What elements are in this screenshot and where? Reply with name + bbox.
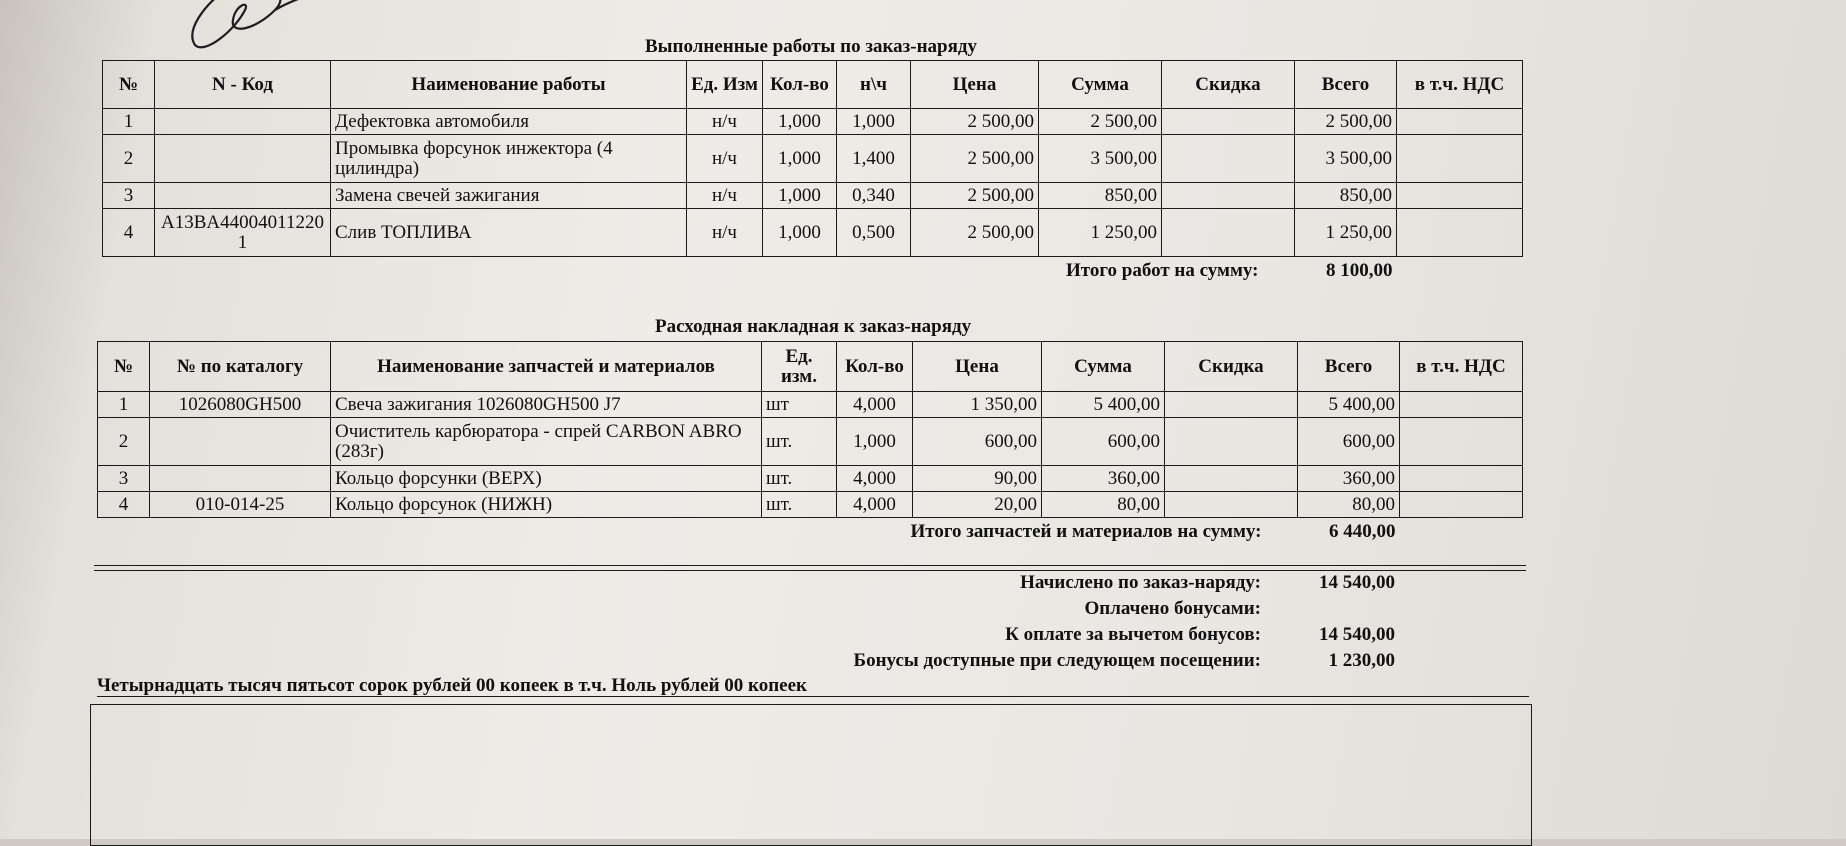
quantity: 4,000 [837, 392, 913, 418]
parts-title: Расходная накладная к заказ-наряду [655, 316, 972, 337]
underline [97, 696, 1529, 697]
unit: шт. [762, 492, 837, 518]
part-name: Очиститель карбюратора - спрей CARBON ABRO (283г) [331, 418, 762, 466]
row-number: 1 [103, 109, 155, 135]
quantity: 1,000 [763, 183, 837, 209]
price: 90,00 [913, 466, 1042, 492]
table-row [98, 492, 1523, 518]
row-number: 4 [103, 209, 155, 257]
row-number: 1 [98, 392, 150, 418]
work-code [155, 183, 331, 209]
vat [1400, 418, 1523, 466]
summary-label: Оплачено бонусами: [1084, 598, 1261, 619]
work-code [155, 109, 331, 135]
header-cell: Кол-во [837, 342, 913, 392]
discount [1162, 209, 1295, 257]
header-cell: Цена [913, 342, 1042, 392]
discount [1165, 392, 1298, 418]
summary-label: Бонусы доступные при следующем посещении: [853, 650, 1261, 671]
vat [1400, 466, 1523, 492]
work-code: A13BA440040112201 [155, 209, 331, 257]
works-table [102, 60, 1523, 285]
header-cell: Наименование запчастей и материалов [331, 342, 762, 392]
works-total-label: Итого работ на сумму: [1065, 259, 1259, 281]
unit: н/ч [687, 183, 763, 209]
separator-line [94, 565, 1526, 566]
norm-hours: 0,340 [837, 183, 911, 209]
header-cell: в т.ч. НДС [1397, 61, 1523, 109]
total: 600,00 [1298, 418, 1400, 466]
header-cell: Ед. изм. [762, 342, 837, 392]
header-cell: Кол-во [763, 61, 837, 109]
parts-total-label: Итого запчастей и материалов на сумму: [910, 520, 1262, 542]
row-number: 3 [98, 466, 150, 492]
discount [1162, 183, 1295, 209]
header-cell: № по каталогу [150, 342, 331, 392]
row-number: 4 [98, 492, 150, 518]
quantity: 1,000 [837, 418, 913, 466]
total: 80,00 [1298, 492, 1400, 518]
header-cell: в т.ч. НДС [1400, 342, 1523, 392]
total: 850,00 [1295, 183, 1397, 209]
table-row [98, 418, 1523, 466]
header-cell: № [103, 61, 155, 109]
vat [1397, 109, 1523, 135]
works-total-value: 8 100,00 [1326, 259, 1393, 281]
table-row [103, 183, 1523, 209]
norm-hours: 1,400 [837, 135, 911, 183]
signature-scribble [175, 0, 345, 65]
works-total-row [103, 257, 1523, 285]
vat [1397, 183, 1523, 209]
work-name: Слив ТОПЛИВА [331, 209, 687, 257]
catalog-number [150, 418, 331, 466]
vat [1397, 135, 1523, 183]
works-header-row [103, 61, 1523, 109]
header-cell: Сумма [1042, 342, 1165, 392]
catalog-number: 010-014-25 [150, 492, 331, 518]
total: 2 500,00 [1295, 109, 1397, 135]
total: 3 500,00 [1295, 135, 1397, 183]
unit: н/ч [687, 209, 763, 257]
summary-label: Начислено по заказ-наряду: [1020, 572, 1261, 593]
header-cell: N - Код [155, 61, 331, 109]
discount [1165, 466, 1298, 492]
summary-value: 14 540,00 [1319, 572, 1395, 593]
row-number: 2 [103, 135, 155, 183]
price: 2 500,00 [911, 135, 1039, 183]
parts-table [97, 341, 1523, 546]
header-cell: Цена [911, 61, 1039, 109]
parts-total-vat [1400, 518, 1523, 546]
norm-hours: 0,500 [837, 209, 911, 257]
header-cell: Скидка [1162, 61, 1295, 109]
work-code [155, 135, 331, 183]
catalog-number: 1026080GH500 [150, 392, 331, 418]
work-name: Замена свечей зажигания [331, 183, 687, 209]
sum: 360,00 [1042, 466, 1165, 492]
quantity: 4,000 [837, 492, 913, 518]
unit: шт. [762, 418, 837, 466]
header-cell: Всего [1298, 342, 1400, 392]
footer-box [90, 704, 1532, 846]
price: 600,00 [913, 418, 1042, 466]
part-name: Кольцо форсунки (ВЕРХ) [331, 466, 762, 492]
parts-total-value: 6 440,00 [1329, 520, 1396, 542]
table-row [98, 392, 1523, 418]
table-row [103, 209, 1523, 257]
row-number: 3 [103, 183, 155, 209]
works-total-vat [1397, 257, 1523, 285]
vat [1400, 392, 1523, 418]
quantity: 1,000 [763, 209, 837, 257]
row-number: 2 [98, 418, 150, 466]
total: 5 400,00 [1298, 392, 1400, 418]
header-cell: Ед. Изм [687, 61, 763, 109]
discount [1162, 135, 1295, 183]
quantity: 1,000 [763, 135, 837, 183]
parts-header-row [98, 342, 1523, 392]
parts-total-row [98, 518, 1523, 546]
catalog-number [150, 466, 331, 492]
discount [1165, 492, 1298, 518]
separator-line [94, 570, 1526, 571]
summary-value: 1 230,00 [1328, 650, 1395, 671]
table-row [98, 466, 1523, 492]
sum: 2 500,00 [1039, 109, 1162, 135]
discount [1162, 109, 1295, 135]
sum: 3 500,00 [1039, 135, 1162, 183]
price: 2 500,00 [911, 209, 1039, 257]
price: 1 350,00 [913, 392, 1042, 418]
table-row [103, 109, 1523, 135]
header-cell: Скидка [1165, 342, 1298, 392]
unit: шт [762, 392, 837, 418]
total: 360,00 [1298, 466, 1400, 492]
sum: 5 400,00 [1042, 392, 1165, 418]
quantity: 1,000 [763, 109, 837, 135]
work-name: Промывка форсунок инжектора (4 цилиндра) [331, 135, 687, 183]
sum: 850,00 [1039, 183, 1162, 209]
vat [1400, 492, 1523, 518]
price: 20,00 [913, 492, 1042, 518]
header-cell: Наименование работы [331, 61, 687, 109]
price: 2 500,00 [911, 183, 1039, 209]
vat [1397, 209, 1523, 257]
sum: 600,00 [1042, 418, 1165, 466]
amount-in-words: Четырнадцать тысяч пятьсот сорок рублей 00 копеек в т.ч. Ноль рублей 00 копеек [97, 675, 807, 696]
unit: н/ч [687, 135, 763, 183]
norm-hours: 1,000 [837, 109, 911, 135]
unit: н/ч [687, 109, 763, 135]
sum: 80,00 [1042, 492, 1165, 518]
works-title: Выполненные работы по заказ-наряду [645, 36, 977, 57]
summary-value: 14 540,00 [1319, 624, 1395, 645]
quantity: 4,000 [837, 466, 913, 492]
summary-label: К оплате за вычетом бонусов: [1005, 624, 1261, 645]
work-name: Дефектовка автомобиля [331, 109, 687, 135]
header-cell: н\ч [837, 61, 911, 109]
unit: шт. [762, 466, 837, 492]
part-name: Кольцо форсунок (НИЖН) [331, 492, 762, 518]
header-cell: Всего [1295, 61, 1397, 109]
price: 2 500,00 [911, 109, 1039, 135]
header-cell: № [98, 342, 150, 392]
table-row [103, 135, 1523, 183]
sum: 1 250,00 [1039, 209, 1162, 257]
total: 1 250,00 [1295, 209, 1397, 257]
header-cell: Сумма [1039, 61, 1162, 109]
discount [1165, 418, 1298, 466]
part-name: Свеча зажигания 1026080GH500 J7 [331, 392, 762, 418]
